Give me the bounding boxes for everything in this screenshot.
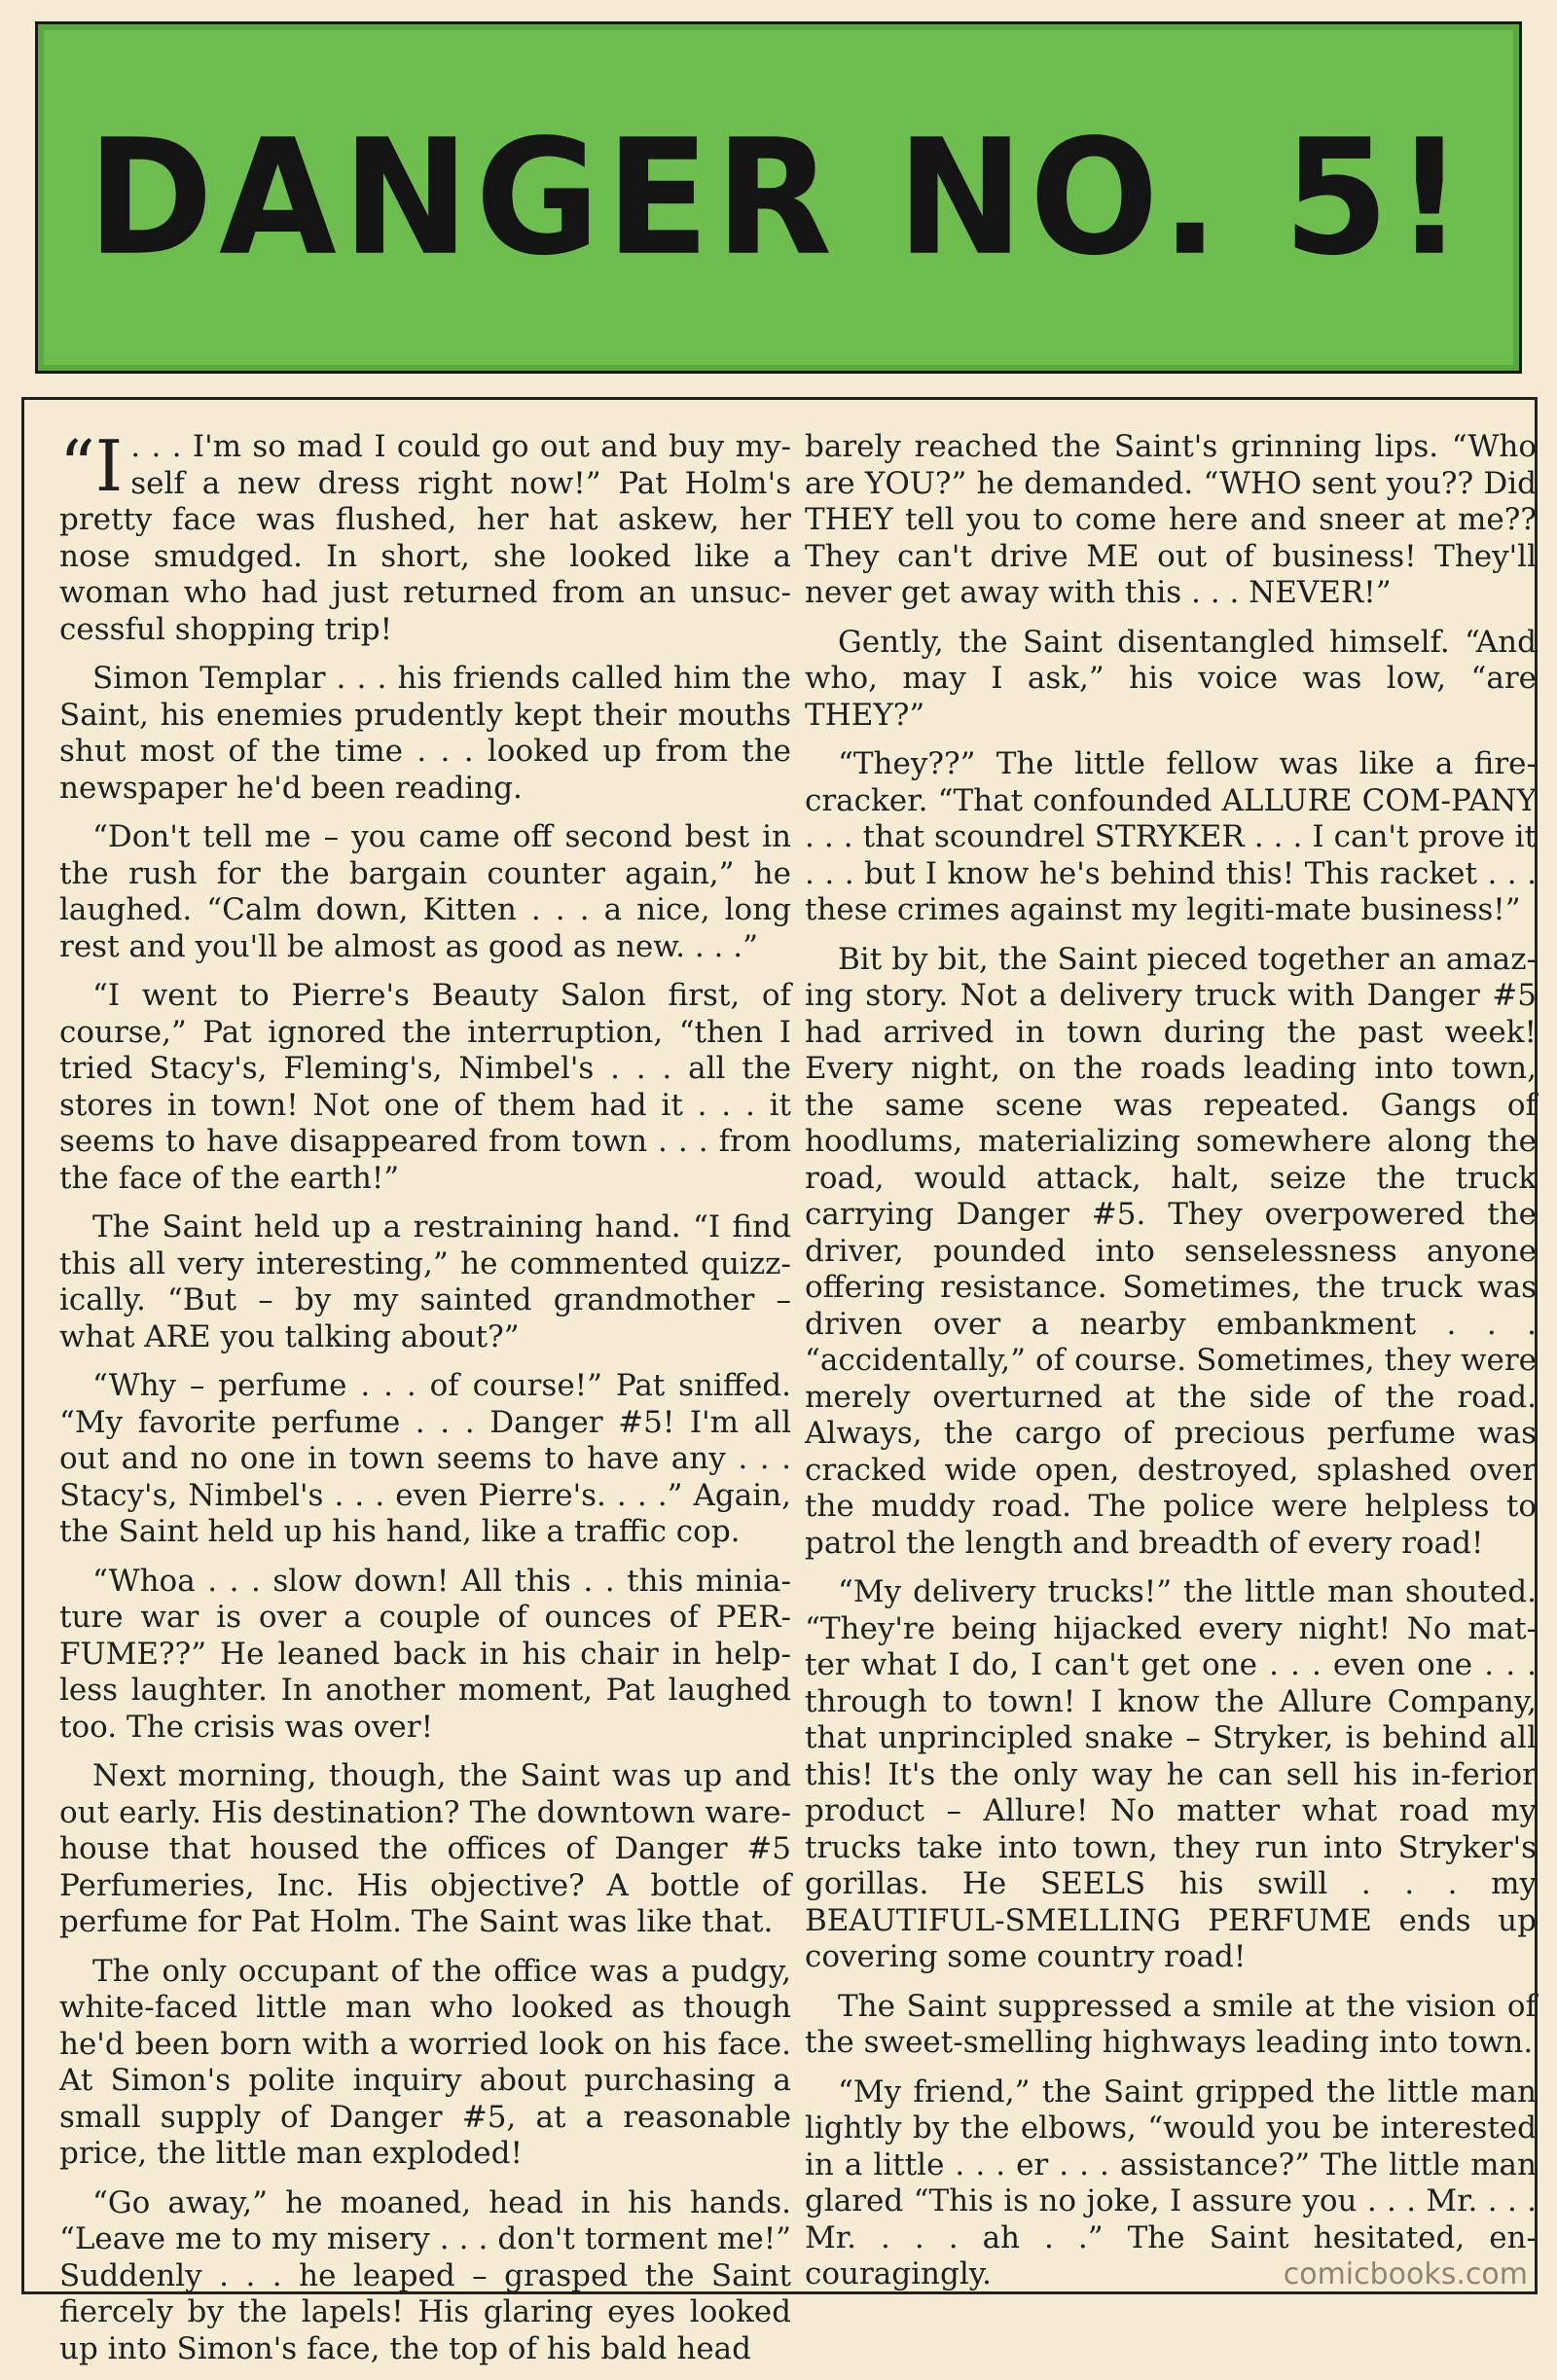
paragraph: “Go away,” he moaned, head in his hands. “Leave me to my misery . . . don't torment me!” Suddenly . . . he leaped – grasped the Saint fiercely by the lapels! His glaring eyes looked up into Simon's face, the top of his bald head [59, 2184, 791, 2366]
paragraph: The Saint held up a restraining hand. “I find this all very interesting,” he commented quizz-ically. “But – by my sainted grandmother – what ARE you talking about?” [59, 1209, 791, 1354]
paragraph: The Saint suppressed a smile at the vision of the sweet-smelling highways leading into town. [805, 1988, 1537, 2060]
paragraph: Bit by bit, the Saint pieced together an amaz-ing story. Not a delivery truck with Danger #5 had arrived in town during the past week! Every night, on the roads leading into town, the same scene was repeated. Gangs of hoodlums, materializing somewhere along the road, would attack, halt, seize the truck carrying Danger #5. They overpowered the driver, pounded into senselessness anyone offering resistance. Sometimes, the truck was driven over a nearby embankment . . . “accidentally,” of course. Sometimes, they were merely overturned at the side of the road. Always, the cargo of precious perfume was cracked wide open, destroyed, splashed over the muddy road. The police were helpless to patrol the length and breadth of every road! [805, 941, 1537, 1561]
left-text-column [59, 425, 791, 2380]
story-text-frame [21, 397, 1538, 2366]
paragraph: “I went to Pierre's Beauty Salon first, of course,” Pat ignored the interruption, “then I tried Stacy's, Fleming's, Nimbel's . . . all the stores in town! Not one of them had it . . . it seems to have disappeared from town . . . from the face of the earth!” [59, 978, 791, 1196]
paragraph: “My delivery trucks!” the little man shouted. “They're being hijacked every night! No mat-ter what I do, I can't get one . . . even one . . . through to town! I know the Allure Company, that unprincipled snake – Stryker, is behind all this! It's the only way he can sell his in-ferior product – Allure! No matter what road my trucks take into town, they run into Stryker's gorillas. He SEELS his swill . . . my BEAUTIFUL-SMELLING PERFUME ends up covering some country road! [805, 1574, 1537, 1974]
paragraph: “I. . . I'm so mad I could go out and buy my-self a new dress right now!” Pat Holm's pretty face was flushed, her hat askew, her nose smudged. In short, she looked like a woman who had just returned from an unsuc-cessful shopping trip! [59, 425, 791, 647]
site-watermark: comicbooks.com [1283, 2257, 1528, 2291]
paragraph: “Why – perfume . . . of course!” Pat sniffed. “My favorite perfume . . . Danger #5! I'm all out and no one in town seems to have any . . . Stacy's, Nimbel's . . . even Pierre's. . . .” Again, the Saint held up his hand, like a traffic cop. [59, 1368, 791, 1549]
paragraph: The only occupant of the office was a pudgy, white-faced little man who looked as though he'd been born with a worried look on his face. At Simon's polite inquiry about purchasing a small supply of Danger #5, at a reasonable price, the little man exploded! [59, 1953, 791, 2171]
paragraph: Next morning, though, the Saint was up and out early. His destination? The downtown ware-house that housed the offices of Danger #5 Perfumeries, Inc. His objective? A bottle of perfume for Pat Holm. The Saint was like that. [59, 1758, 791, 1939]
paragraph: “Whoa . . . slow down! All this . . this minia-ture war is over a couple of ounces of PER-FUME??” He leaned back in his chair in help-less laughter. In another moment, Pat laughed too. The crisis was over! [59, 1563, 791, 1745]
paragraph: “My friend,” the Saint gripped the little man lightly by the elbows, “would you be interested in a little . . . er . . . assistance?” The little man glared “This is no joke, I assure you . . . Mr. . . . Mr. . . . ah . .” The Saint hesitated, en-couragingly. [805, 2073, 1537, 2291]
title-banner [35, 21, 1522, 374]
paragraph: “Don't tell me – you came off second best in the rush for the bargain counter again,” he laughed. “Calm down, Kitten . . . a nice, long rest and you'll be almost as good as new. . . .” [59, 819, 791, 964]
paragraph: “They??” The little fellow was like a fire-cracker. “That confounded ALLURE COM-PANY . . . that scoundrel STRYKER . . . I can't prove it . . . but I know he's behind this! This racket . . . these crimes against my legiti-mate business!” [805, 746, 1537, 927]
paragraph: Simon Templar . . . his friends called him the Saint, his enemies prudently kept their mouths shut most of the time . . . looked up from the newspaper he'd been reading. [59, 661, 791, 806]
story-title: DANGER NO. 5! [87, 104, 1470, 291]
paragraph: barely reached the Saint's grinning lips. “Who are YOU?” he demanded. “WHO sent you?? Did THEY tell you to come here and sneer at me?? They can't drive ME out of business! They'll never get away with this . . . NEVER!” [805, 429, 1537, 610]
right-text-column [805, 429, 1537, 2306]
paragraph: Gently, the Saint disentangled himself. “And who, may I ask,” his voice was low, “are THEY?” [805, 624, 1537, 733]
